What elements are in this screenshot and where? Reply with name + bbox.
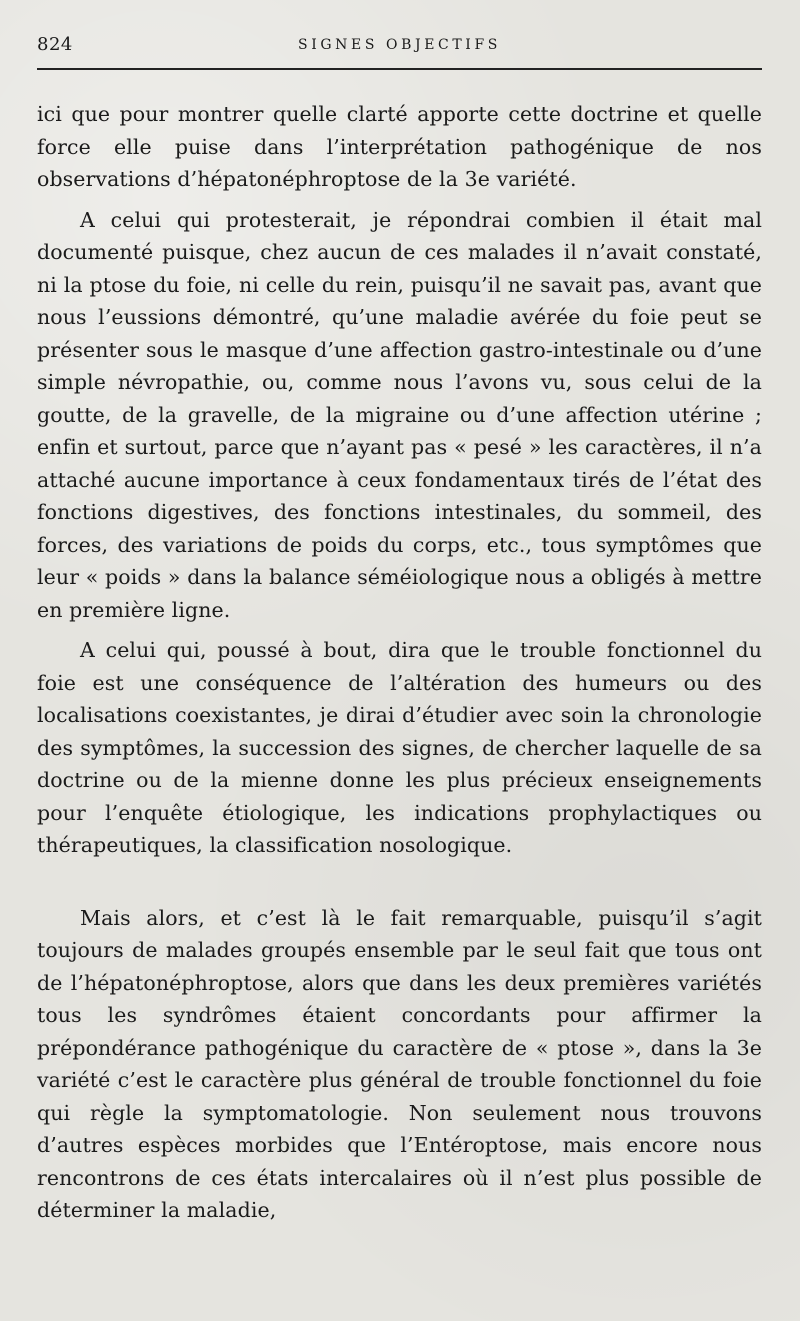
paragraph-spacer — [37, 196, 762, 204]
page-body — [37, 70, 762, 1227]
paragraph-remarkable-fact: Mais alors, et c’est là le fait remarquable, puisqu’il s’agit toujours de malades groupés ensemble par le seul fait que tous ont de l’hépatonéphroptose, alors que dans les deux premières variétés tous les syndrômes étaient concordants pour affirmer la prépondérance pathogénique du caractère de « ptose », dans la 3e variété c’est le caractère plus général de trouble fonctionnel du foie qui règle la symptomatologie. Non seulement nous trouvons d’autres espèces morbides que l’Entéroptose, mais encore nous rencontrons de ces états intercalaires où il n’est plus possible de déterminer la maladie, — [37, 905, 762, 1222]
paragraph-continuation: ici que pour montrer quelle clarté apporte cette doctrine et quelle force elle puise dans l’interprétation pathogénique de nos observations d’hépatonéphroptose de la 3e variété. — [37, 102, 762, 191]
section-spacer — [37, 862, 762, 902]
paragraph-objection-one: A celui qui protesterait, je répondrai combien il était mal documenté puisque, chez aucun de ces malades il n’avait constaté, ni la ptose du foie, ni celle du rein, puisqu’il ne savait pas, avant que nous l’eussions démontré, qu’une maladie avérée du foie peut se présenter sous le masque d’une affection gastro-intestinale ou d’une simple névropathie, ou, comme nous l’avons vu, sous celui de la goutte, de la gravelle, de la migraine ou d’une affection utérine ; enfin et surtout, parce que n’ayant pas « pesé » les caractères, il n’a attaché aucune importance à ceux fondamentaux tirés de l’état des fonctions digestives, des fonctions intestinales, du sommeil, des forces, des variations de poids du corps, etc., tous symptômes que leur « poids » dans la balance séméiologique nous a obligés à mettre en première ligne. — [37, 207, 762, 622]
page-header — [37, 0, 762, 70]
paragraph-spacer — [37, 626, 762, 634]
running-title: SIGNES OBJECTIFS — [298, 37, 501, 53]
page-number: 824 — [37, 34, 73, 55]
paragraph-objection-two: A celui qui, poussé à bout, dira que le trouble fonctionnel du foie est une conséquence de l’altération des humeurs ou des localisations coexistantes, je dirai d’étudier avec soin la chronologie des symptômes, la succession des signes, de chercher laquelle de sa doctrine ou de la mienne donne les plus précieux enseignements pour l’enquête étiologique, les indications prophylactiques ou thérapeutiques, la classification nosologique. — [37, 638, 762, 857]
